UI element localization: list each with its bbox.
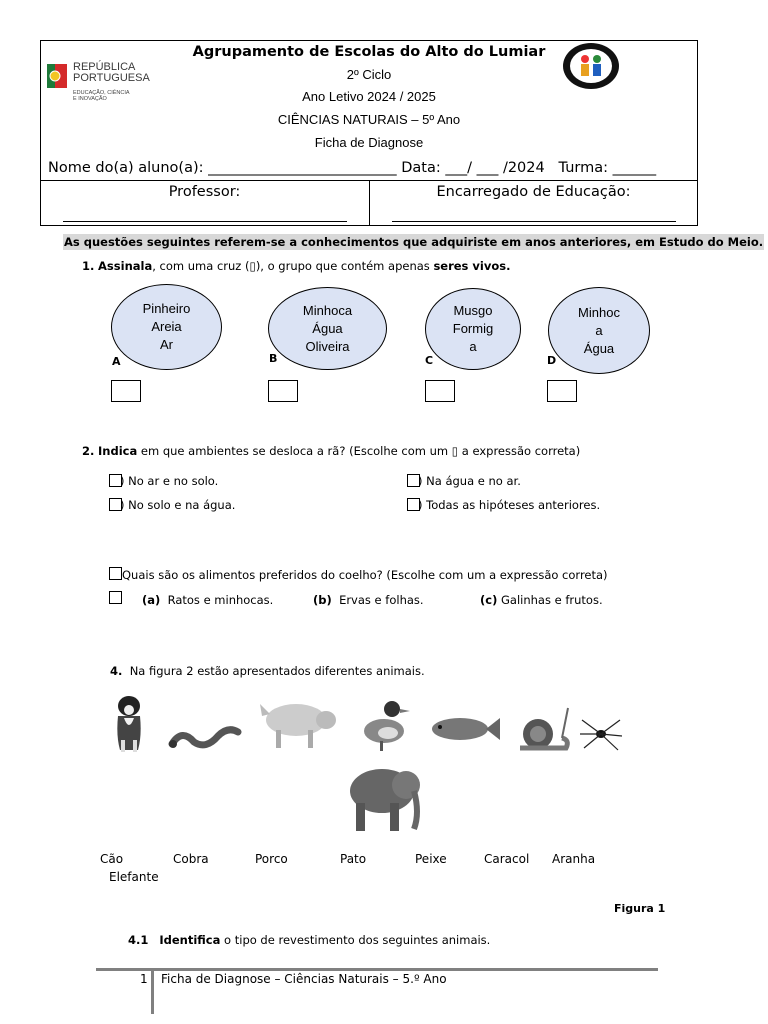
q3-option-b [313, 593, 424, 607]
q1-emphasis: seres vivos. [433, 259, 511, 273]
fish-image [428, 712, 502, 746]
question-4 [110, 664, 425, 678]
q1-option-c-checkbox[interactable] [425, 380, 455, 402]
professor-label: Professor: [168, 184, 241, 200]
q1-d-line: a [595, 322, 603, 338]
q4-1-verb: Identifica [159, 933, 221, 947]
q1-a-line: Ar [159, 337, 173, 352]
gov-logo-sub2: E INOVAÇÃO [73, 96, 107, 102]
footer-rule [96, 968, 658, 971]
q4-number: 4. [110, 664, 123, 678]
pig-image [256, 694, 338, 750]
q3-option-c-text: Galinhas e frutos. [501, 593, 603, 607]
elephant-image [344, 763, 424, 835]
q2-option-1: ) No ar e no solo. [120, 474, 219, 488]
school-name: Agrupamento de Escolas do Alto do Lumiar [192, 44, 546, 60]
q3-option-a [142, 593, 273, 607]
animal-label-dog: Cão [100, 852, 124, 866]
q1-option-c-group [425, 288, 521, 370]
q1-option-b-checkbox[interactable] [268, 380, 298, 402]
q1-c-line: Musgo [453, 303, 493, 318]
q1-a-line: Areia [151, 319, 182, 334]
question-1 [82, 259, 510, 273]
q1-verb: Assinala [98, 259, 153, 273]
animal-label-fish: Peixe [415, 852, 447, 866]
animal-label-pig: Porco [255, 852, 288, 866]
q1-text-a: , com uma cruz ( [152, 259, 250, 273]
footer-divider [151, 968, 154, 1014]
q1-option-a-letter: A [112, 355, 121, 368]
q1-b-line: Oliveira [305, 338, 350, 354]
q1-option-b-group [268, 287, 387, 370]
snail-image [516, 702, 572, 752]
q3-option-a-label: (a) [142, 593, 161, 607]
q2-option-4: ) Todas as hipóteses anteriores. [418, 498, 601, 512]
q2-option-2: ) Na água e no ar. [418, 474, 521, 488]
q4-1-text: o tipo de revestimento dos seguintes animais. [220, 933, 491, 947]
dog-image [108, 692, 150, 754]
q1-option-c-letter: C [425, 354, 434, 367]
q2-number: 2. [82, 444, 95, 458]
gov-logo-line1: REPÚBLICA [73, 61, 136, 73]
q2-option-3: ) No solo e na água. [120, 498, 236, 512]
subject: CIÊNCIAS NATURAIS – 5º Ano [277, 112, 461, 127]
gov-logo-sub1: EDUCAÇÃO, CIÊNCIA [73, 90, 130, 96]
q1-glyph: ▯ [249, 259, 256, 273]
q3-option-b-label: (b) [313, 593, 332, 607]
page-number: 1 [140, 972, 148, 986]
q4-text: Na figura 2 estão apresentados diferentes animais. [129, 664, 425, 678]
professor-signature-line [63, 221, 347, 222]
q2-verb: Indica [98, 444, 138, 458]
animal-label-snail: Caracol [484, 852, 530, 866]
q1-b-line: Minhoca [302, 302, 353, 318]
q2-glyph: ▯ [451, 444, 459, 458]
q1-option-d-group [548, 287, 650, 374]
guardian-signature-line [392, 221, 676, 222]
snake-image [168, 724, 242, 750]
spider-image [580, 716, 622, 752]
q3-answer-checkbox[interactable] [109, 591, 122, 604]
document-type: Ficha de Diagnose [314, 135, 424, 150]
q3-option-c-label: (c) [480, 593, 498, 607]
q2-text-end: a expressão correta) [458, 444, 581, 458]
gov-logo-line2: PORTUGUESA [73, 72, 150, 84]
footer-text: Ficha de Diagnose – Ciências Naturais – 5.º Ano [161, 972, 447, 986]
school-year: Ano Letivo 2024 / 2025 [302, 89, 436, 104]
animal-label-snake: Cobra [173, 852, 209, 866]
guardian-label: Encarregado de Educação: [436, 184, 631, 200]
q1-c-line: a [469, 339, 477, 354]
q1-a-line: Pinheiro [142, 301, 191, 316]
q1-text-b: ), o grupo que contém apenas [255, 259, 434, 273]
question-2 [82, 444, 580, 458]
q1-number: 1. [82, 259, 95, 273]
q1-option-a-group [111, 284, 222, 370]
q1-option-b-letter: B [269, 352, 278, 365]
animal-label-duck: Pato [340, 852, 367, 866]
cycle: 2º Ciclo [346, 67, 392, 82]
duck-image [362, 697, 410, 753]
q1-option-d-letter: D [547, 354, 557, 367]
q3-option-a-text: Ratos e minhocas. [167, 593, 274, 607]
question-4-1 [128, 933, 490, 947]
student-info-row: Nome do(a) aluno(a): __________________________ Data: ___/ ___ /2024 Turma: ______ [48, 160, 657, 176]
q1-d-line: Água [583, 340, 615, 356]
q3-option-c [480, 593, 603, 607]
intro-banner: As questões seguintes referem-se a conhecimentos que adquiriste em anos anteriores, em Estudo do Meio. [64, 235, 764, 249]
animal-label-spider: Aranha [552, 852, 596, 866]
q3-option-b-text: Ervas e folhas. [339, 593, 424, 607]
q2-text: em que ambientes se desloca a rã? (Escolhe com um [137, 444, 452, 458]
q3-marker-box[interactable] [109, 567, 122, 580]
q1-d-line: Minhoc [578, 304, 620, 320]
q1-b-line: Água [312, 320, 343, 336]
question-3: Quais são os alimentos preferidos do coelho? (Escolhe com um a expressão correta) [122, 568, 608, 582]
q1-option-d-checkbox[interactable] [547, 380, 577, 402]
q1-c-line: Formig [452, 321, 494, 336]
q1-option-a-checkbox[interactable] [111, 380, 141, 402]
figure-caption: Figura 1 [614, 902, 666, 915]
q4-1-number: 4.1 [128, 933, 149, 947]
animal-label-elephant: Elefante [109, 870, 159, 884]
